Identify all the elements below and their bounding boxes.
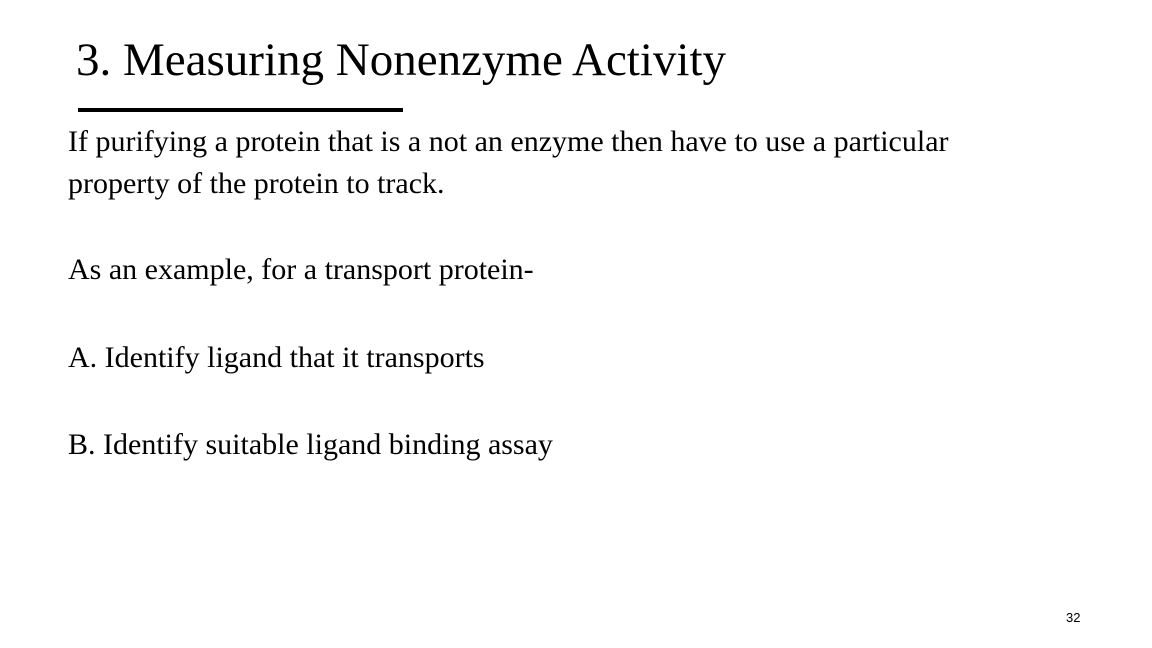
list-item-a: A. Identify ligand that it transports (68, 341, 485, 374)
intro-text-line-2: property of the protein to track. (68, 167, 445, 200)
page-number: 32 (1066, 610, 1081, 625)
intro-text-line-1: If purifying a protein that is a not an enzyme then have to use a particular (68, 125, 949, 158)
list-item-b: B. Identify suitable ligand binding assay (68, 428, 553, 461)
example-text: As an example, for a transport protein- (68, 253, 534, 286)
title-underline (78, 108, 403, 112)
slide-title: 3. Measuring Nonenzyme Activity (76, 34, 727, 86)
